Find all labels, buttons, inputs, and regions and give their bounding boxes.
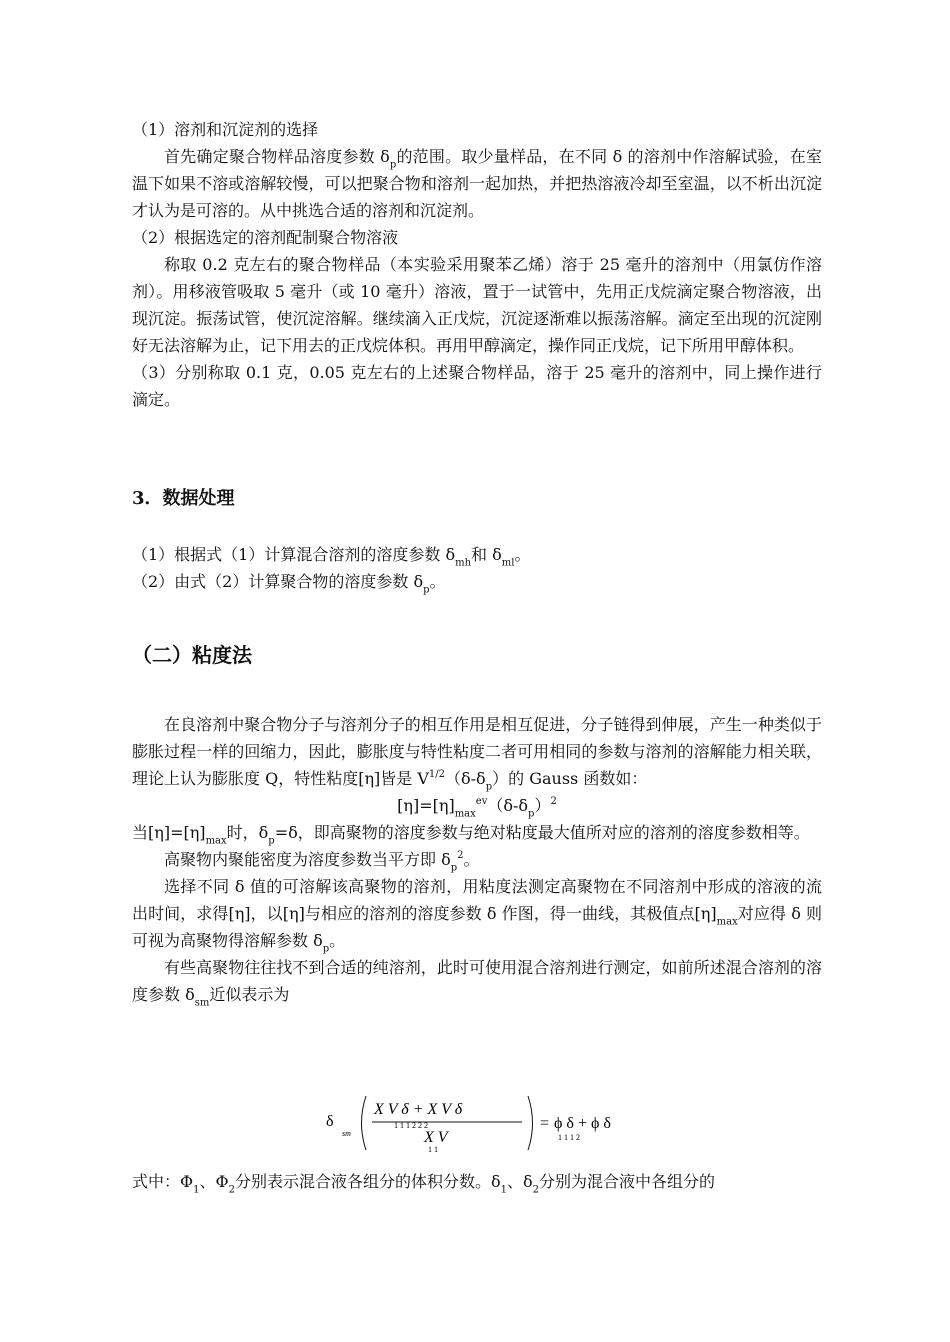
formula-numerator: X V δ + X V δ — [374, 1101, 463, 1118]
viscosity-para-5: 有些高聚物往往找不到合适的纯溶剂，此时可使用混合溶剂进行测定，如前所述混合溶剂的溶度参数 $\delta_{sm}$近似表示为 — [132, 958, 822, 1009]
procedure-block — [132, 116, 822, 413]
viscosity-para-3: 高聚物内聚能密度为溶度参数当平方即 $\delta_p^2$。 — [164, 850, 480, 874]
formula-denominator-subs: 1 1 — [428, 1145, 438, 1154]
section-heading-viscosity: （二）粘度法 — [132, 643, 252, 667]
item1-title: （1）溶剂和沉淀剂的选择 — [132, 120, 319, 139]
formula-denominator: X V — [424, 1129, 448, 1146]
formula-equals: = — [540, 1115, 550, 1132]
formula-sm: sm — [342, 1129, 351, 1138]
formula-numerator-subs: 1 1 1 2 2 2 — [394, 1121, 428, 1130]
viscosity-block — [132, 711, 822, 1008]
data-step-2: （2）由式（2）计算聚合物的溶度参数 $\delta_p$。 — [132, 572, 446, 596]
item2-body: 称取 0.2 克左右的聚合物样品（本实验采用聚苯乙烯）溶于 25 毫升的溶剂中（用氯仿作溶剂）。用移液管吸取 5 毫升（或 10 毫升）溶液，置于一试管中，先用正戊烷滴定聚合物溶液，出现沉淀。振荡试管，使沉淀溶解。继续滴入正戊烷，沉淀逐渐难以振荡溶解。滴定至出现的沉淀刚好无法溶解为止，记下用去的正戊烷体积。再用甲醇滴定，操作同正戊烷，记下所用甲醇体积。 — [132, 255, 822, 355]
section-heading-data-processing: 3．数据处理 — [132, 488, 235, 509]
formula-explanation — [132, 1168, 822, 1195]
viscosity-para-1: 在良溶剂中聚合物分子与溶剂分子的相互作用是相互促进，分子链得到伸展，产生一种类似于膨胀过程一样的回缩力，因此，膨胀度与特性粘度二者可用相同的参数与溶剂的溶解能力相关联，理论上认为膨胀度 Q，特性粘度[η]皆是 $V^{1/2}(\delta-\delta_p)$的 Gauss 函数如： — [132, 715, 822, 793]
formula-delta: δ — [326, 1113, 334, 1130]
item3-body: （3）分别称取 0.1 克，0.05 克左右的上述聚合物样品，溶于 25 毫升的溶剂中，同上操作进行滴定。 — [132, 363, 822, 409]
viscosity-para-6: 式中：$\Phi_1$、$\Phi_2$分别表示混合液各组分的体积分数。$\delta_1$、$\delta_2$分别为混合液中各组分的 — [132, 1172, 716, 1196]
item2-title: （2）根据选定的溶剂配制聚合物溶液 — [132, 228, 399, 247]
item1-body: 首先确定聚合物样品溶度参数 $\delta_p$的范围。取少量样品，在不同 δ 的溶剂中作溶解试验，在室温下如果不溶或溶解较慢，可以把聚合物和溶剂一起加热，并把热溶液冷却至室温，以不析出沉淀才认为是可溶的。从中挑选合适的溶剂和沉淀剂。 — [132, 147, 822, 220]
right-paren — [528, 1096, 533, 1150]
formula-rhs-subs: 1 1 1 2 — [558, 1133, 580, 1142]
formula-rhs: ϕ δ + ϕ δ — [554, 1115, 611, 1132]
data-step-1: （1）根据式（1）计算混合溶剂的溶度参数 $\delta_{mh}$和 $\delta_{ml}$。 — [132, 545, 531, 569]
viscosity-para-2: 当$[\eta]=[\eta]_{max}$时，$\delta_p=\delta$，即高聚物的溶度参数与绝对粘度最大值所对应的溶剂的溶度参数相等。 — [132, 823, 810, 847]
data-processing-block — [132, 541, 822, 595]
gauss-equation: $[\eta]=[\eta]_{max}^{ev}(\delta-\delta_p)^2$ — [397, 796, 557, 820]
mixed-solvent-formula — [320, 1092, 640, 1154]
left-paren — [362, 1096, 367, 1150]
viscosity-para-4: 选择不同 δ 值的可溶解该高聚物的溶剂，用粘度法测定高聚物在不同溶剂中形成的溶液的流出时间，求得[η]，以[η]与相应的溶剂的溶度参数 δ 作图，得一曲线，其极值点$[\eta]_{max}$对应得 δ 则可视为高聚物得溶解参数 $\delta_p$。 — [132, 877, 822, 955]
